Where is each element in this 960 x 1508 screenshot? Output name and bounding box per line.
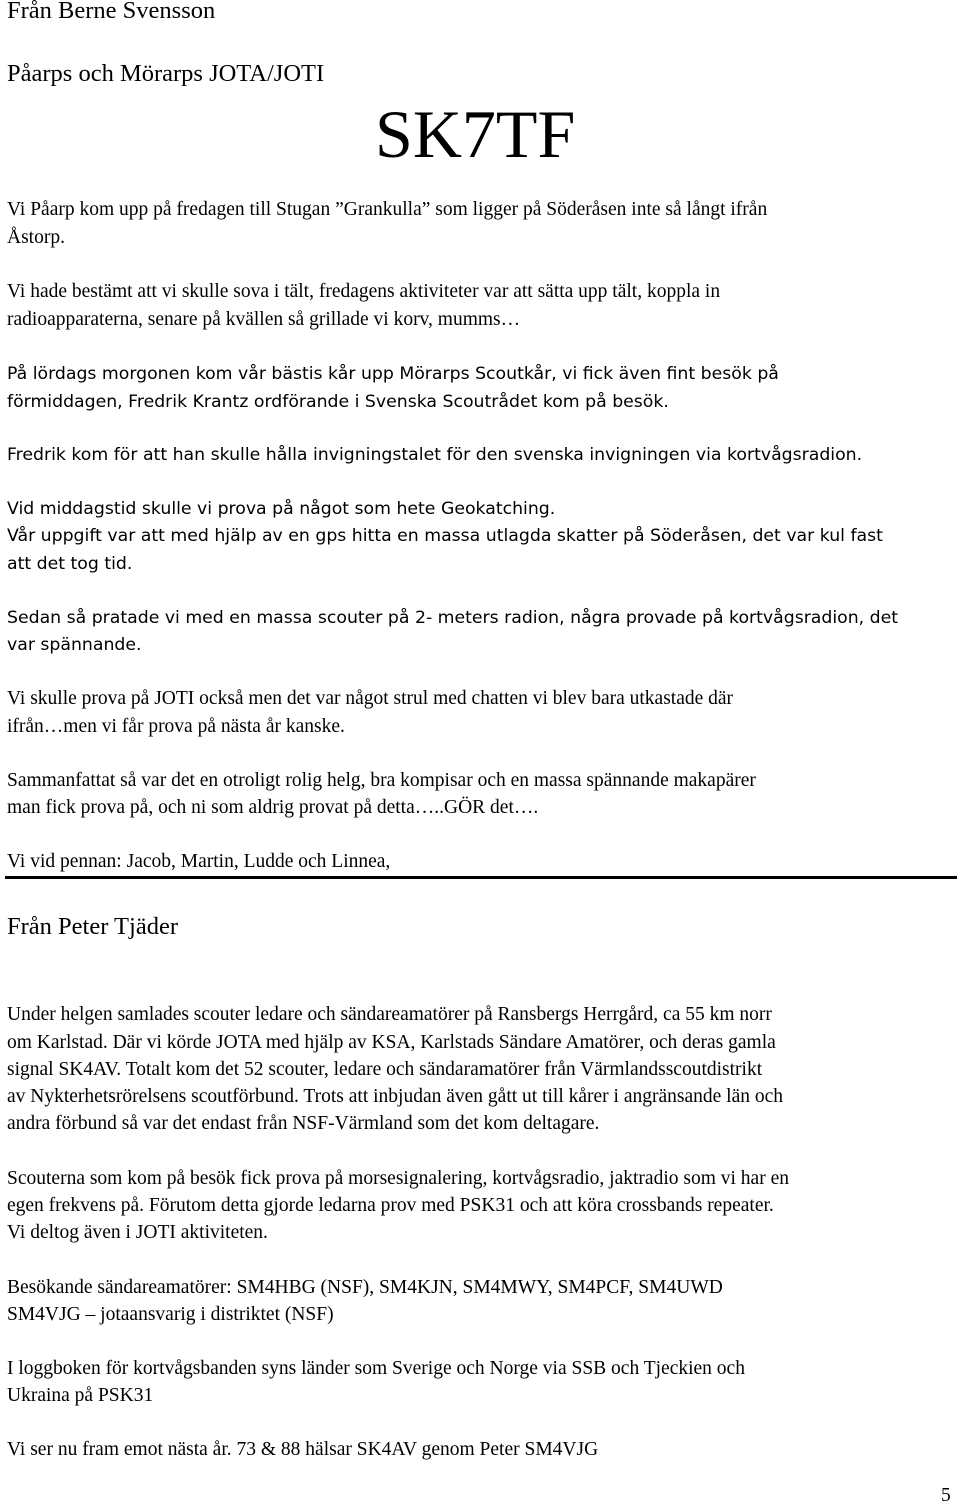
- text-line: Vid middagstid skulle vi prova på något som hete Geokatching.: [7, 499, 556, 519]
- author-heading-peter: Från Peter Tjäder: [7, 913, 178, 940]
- text-line: man fick prova på, och ni som aldrig provat på detta…..GÖR det….: [7, 797, 539, 818]
- text-line: Vår uppgift var att med hjälp av en gps hitta en massa utlagda skatter på Söderåsen, det var kul fast: [7, 526, 883, 546]
- text-line: Under helgen samlades scouter ledare och sändareamatörer på Ransbergs Herrgård, ca 55 km norr: [7, 1004, 772, 1025]
- text-line: Fredrik kom för att han skulle hålla invigningstalet för den svenska invigningen via kortvågsradion.: [7, 445, 863, 465]
- text-line: ifrån…men vi får prova på nästa år kanske.: [7, 716, 345, 737]
- text-line: Vi Påarp kom upp på fredagen till Stugan ”Grankulla” som ligger på Söderåsen inte så långt ifrån: [7, 199, 768, 220]
- text-line: Åstorp.: [7, 227, 65, 248]
- text-line: om Karlstad. Där vi körde JOTA med hjälp av KSA, Karlstads Sändare Amatörer, och deras gamla: [7, 1032, 776, 1053]
- text-line: Vi ser nu fram emot nästa år. 73 & 88 hälsar SK4AV genom Peter SM4VJG: [7, 1439, 599, 1460]
- text-line: signal SK4AV. Totalt kom det 52 scouter, ledare och sändaramatörer från Värmlandsscoutdistrikt: [7, 1059, 763, 1080]
- text-line: att det tog tid.: [7, 554, 133, 574]
- callsign-heading: SK7TF: [375, 96, 576, 172]
- text-line: Sedan så pratade vi med en massa scouter på 2- meters radion, några provade på kortvågsradion, det: [7, 608, 899, 628]
- text-line: av Nykterhetsrörelsens scoutförbund. Trots att inbjudan även gått ut till kårer i angränsande län och: [7, 1086, 784, 1107]
- section-divider: [5, 876, 957, 879]
- text-line: förmiddagen, Fredrik Krantz ordförande i Svenska Scoutrådet kom på besök.: [7, 392, 669, 412]
- text-line: SM4VJG – jotaansvarig i distriktet (NSF): [7, 1304, 334, 1325]
- text-line: Sammanfattat så var det en otroligt rolig helg, bra kompisar och en massa spännande makapärer: [7, 770, 756, 791]
- text-line: andra förbund så var det endast från NSF-Värmland som det kom deltagare.: [7, 1113, 600, 1134]
- text-line: Besökande sändareamatörer: SM4HBG (NSF), SM4KJN, SM4MWY, SM4PCF, SM4UWD: [7, 1277, 723, 1298]
- text-line: Vi skulle prova på JOTI också men det var något strul med chatten vi blev bara utkastade där: [7, 688, 734, 709]
- text-line: Vi hade bestämt att vi skulle sova i tält, fredagens aktiviteter var att sätta upp tält, koppla in: [7, 281, 721, 302]
- text-line: egen frekvens på. Förutom detta gjorde ledarna prov med PSK31 och att köra crossbands repeater.: [7, 1195, 774, 1216]
- signature-line: Vi vid pennan: Jacob, Martin, Ludde och Linnea,: [7, 851, 391, 872]
- text-line: Scouterna som kom på besök fick prova på morsesignalering, kortvågsradio, jaktradio som vi har en: [7, 1168, 789, 1189]
- article-title: Påarps och Mörarps JOTA/JOTI: [7, 60, 325, 87]
- text-line: Vi deltog även i JOTI aktiviteten.: [7, 1222, 268, 1243]
- text-line: radioapparaterna, senare på kvällen så grillade vi korv, mumms…: [7, 309, 521, 330]
- author-heading-berne: Från Berne Svensson: [7, 0, 216, 24]
- text-line: I loggboken för kortvågsbanden syns länder som Sverige och Norge via SSB och Tjeckien och: [7, 1358, 745, 1379]
- text-line: Ukraina på PSK31: [7, 1385, 154, 1406]
- page-number: 5: [941, 1485, 951, 1506]
- text-line: var spännande.: [7, 635, 142, 655]
- text-line: På lördags morgonen kom vår bästis kår upp Mörarps Scoutkår, vi fick även fint besök på: [7, 364, 779, 384]
